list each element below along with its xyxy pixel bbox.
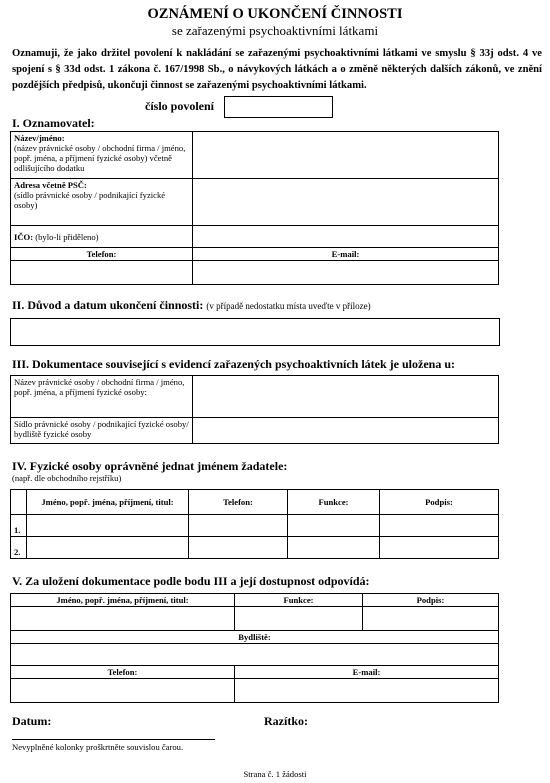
date-label: Datum:	[12, 714, 52, 728]
email-field[interactable]	[193, 261, 499, 285]
resp-email-header: E-mail:	[235, 666, 499, 679]
resp-signature-header: Podpis:	[363, 594, 499, 607]
stamp-label: Razítko:	[264, 714, 308, 728]
resp-email-field[interactable]	[235, 679, 499, 703]
intro-statement: Oznamuji, že jako držitel povolení k nakládání se zařazenými psychoaktivními látkami ve smyslu § 33j odst. 4 ve spojení s § 33d odst. 1 zákona č. 167/1998 Sb., o návykových látkách a o změně některých dalších zákonů, ve znění pozdějších předpisů, ukončuji činnost se zařazenými psychoaktivními látkami.	[12, 48, 542, 91]
table-row	[11, 537, 499, 559]
name-label: Název/jméno:	[14, 133, 65, 143]
resp-residence-field[interactable]	[11, 644, 499, 666]
address-field[interactable]	[193, 179, 499, 226]
resp-name-field[interactable]	[11, 607, 235, 631]
address-label: Adresa včetně PSČ:	[14, 180, 87, 190]
resp-residence-header: Bydliště:	[11, 631, 499, 644]
col-name-header: Jméno, popř. jména, příjmení, titul:	[27, 490, 189, 515]
resp-function-field[interactable]	[235, 607, 363, 631]
responsible-person-table	[10, 593, 499, 703]
phone-header: Telefon:	[11, 248, 193, 261]
resp-phone-field[interactable]	[11, 679, 235, 703]
resp-phone-header: Telefon:	[11, 666, 235, 679]
ico-field[interactable]	[193, 226, 499, 248]
col-phone-header: Telefon:	[189, 490, 288, 515]
doc-holder-address-label: Sídlo právnické osoby / podnikající fyzické osoby/ bydliště fyzické osoby	[11, 418, 193, 444]
person1-signature-field[interactable]	[380, 515, 499, 537]
reason-date-field[interactable]	[10, 318, 500, 346]
row-number: 2.	[11, 537, 27, 559]
section2-hint: (v případě nedostatku místa uveďte v příloze)	[206, 301, 371, 311]
resp-function-header: Funkce:	[235, 594, 363, 607]
note-divider	[12, 739, 215, 740]
table-row	[11, 515, 499, 537]
person2-function-field[interactable]	[288, 537, 380, 559]
doc-holder-address-field[interactable]	[193, 418, 499, 444]
section2-heading-wrap	[12, 298, 371, 313]
page-number: Strana č. 1 žádosti	[243, 769, 307, 779]
ico-label: IČO:	[14, 231, 34, 242]
name-field[interactable]	[193, 132, 499, 179]
person2-name-field[interactable]	[27, 537, 189, 559]
col-function-header: Funkce:	[288, 490, 380, 515]
resp-name-header: Jméno, popř. jména, příjmení, titul:	[11, 594, 235, 607]
authorized-persons-table	[10, 489, 499, 559]
section5-heading: V. Za uložení dokumentace podle bodu III a její dostupnost odpovídá:	[12, 574, 370, 588]
email-header: E-mail:	[193, 248, 499, 261]
name-cell-label	[11, 132, 193, 179]
ico-hint: (bylo-li přiděleno)	[35, 231, 99, 242]
section3-heading: III. Dokumentace související s evidencí zařazených psychoaktivních látek je uložena u:	[12, 357, 455, 371]
person1-phone-field[interactable]	[189, 515, 288, 537]
section4-hint: (např. dle obchodního rejstříku)	[12, 473, 122, 483]
row-number: 1.	[11, 515, 27, 537]
person2-signature-field[interactable]	[380, 537, 499, 559]
permit-number-field[interactable]	[224, 96, 333, 118]
person1-function-field[interactable]	[288, 515, 380, 537]
phone-field[interactable]	[11, 261, 193, 285]
applicant-table	[10, 131, 499, 285]
permit-number-label: číslo povolení	[145, 99, 215, 113]
col-signature-header: Podpis:	[380, 490, 499, 515]
footer-note: Nevyplněné kolonky proškrtněte souvislou čarou.	[12, 742, 184, 752]
doc-holder-name-label: Název právnické osoby / obchodní firma / jméno, popř. jména, a příjmení fyzické osoby:	[11, 376, 193, 418]
resp-signature-field[interactable]	[363, 607, 499, 631]
section2-heading: II. Důvod a datum ukončení činnosti:	[12, 298, 204, 312]
name-hint: (název právnické osoby / obchodní firma / jméno, popř. jména, a příjmení fyzické osoby) včetně odlišujícího dodatku	[14, 143, 186, 173]
section1-heading: I. Oznamovatel:	[12, 116, 95, 130]
person1-name-field[interactable]	[27, 515, 189, 537]
documentation-table	[10, 375, 499, 444]
doc-holder-name-field[interactable]	[193, 376, 499, 418]
section4-heading: IV. Fyzické osoby oprávněné jednat jménem žadatele:	[12, 459, 288, 473]
address-hint: (sídlo právnické osoby / podnikající fyzické osoby)	[14, 190, 166, 210]
person2-phone-field[interactable]	[189, 537, 288, 559]
form-title: OZNÁMENÍ O UKONČENÍ ČINNOSTI	[147, 6, 403, 22]
form-subtitle: se zařazenými psychoaktivními látkami	[171, 23, 379, 38]
